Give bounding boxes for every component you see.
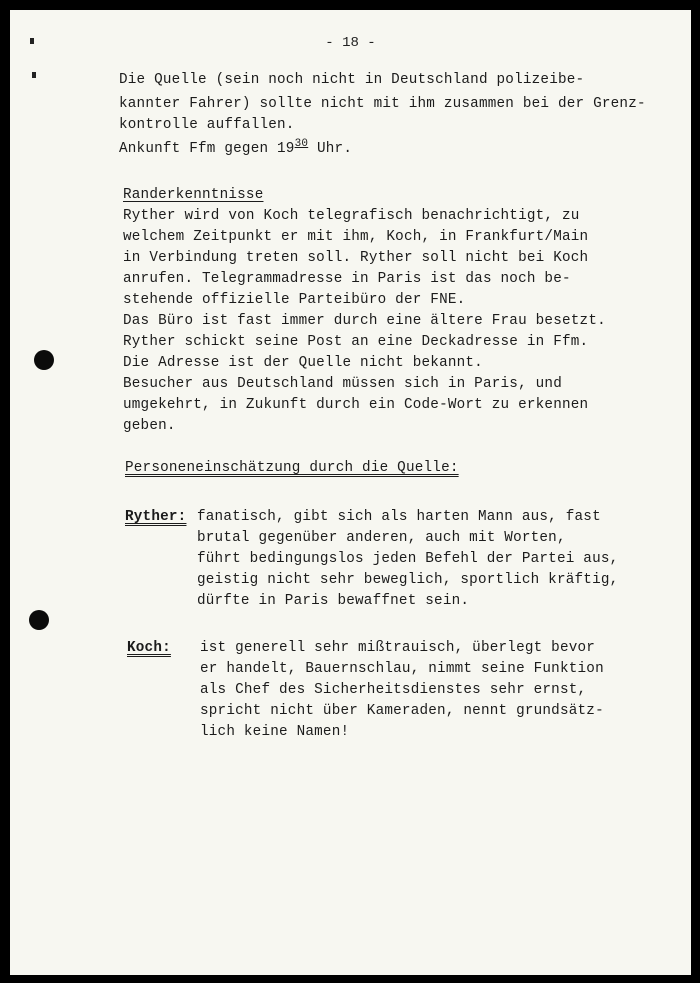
koch-line: er handelt, Bauernschlau, nimmt seine Funktion	[200, 661, 604, 677]
punch-hole-upper	[34, 350, 54, 370]
intro-line-1: Die Quelle (sein noch nicht in Deutschland polizeibe-	[119, 72, 585, 88]
body-line: anrufen. Telegrammadresse in Paris ist das noch be-	[123, 271, 571, 287]
section-heading-assessment: Personeneinschätzung durch die Quelle:	[125, 460, 459, 476]
body-line: in Verbindung treten soll. Ryther soll nicht bei Koch	[123, 250, 589, 266]
body-line: umgekehrt, in Zukunft durch ein Code-Wort zu erkennen	[123, 397, 589, 413]
arrival-suffix: Uhr.	[308, 141, 353, 157]
body-line: stehende offizielle Parteibüro der FNE.	[123, 292, 466, 308]
koch-line: spricht nicht über Kameraden, nennt grundsätz-	[200, 703, 604, 719]
document-page	[10, 10, 691, 975]
page-number: - 18 -	[325, 35, 376, 51]
scan-speck-2	[32, 72, 36, 78]
ryther-line: fanatisch, gibt sich als harten Mann aus, fast	[197, 509, 601, 525]
koch-line: lich keine Namen!	[200, 724, 350, 740]
koch-line: ist generell sehr mißtrauisch, überlegt bevor	[200, 640, 596, 656]
ryther-line: dürfte in Paris bewaffnet sein.	[197, 593, 470, 609]
intro-line-2: kannter Fahrer) sollte nicht mit ihm zusammen bei der Grenz-	[119, 96, 646, 112]
punch-hole-lower	[29, 610, 49, 630]
ryther-label: Ryther:	[125, 509, 187, 525]
body-line: geben.	[123, 418, 176, 434]
body-line: Besucher aus Deutschland müssen sich in Paris, und	[123, 376, 562, 392]
ryther-line: führt bedingungslos jeden Befehl der Partei aus,	[197, 551, 619, 567]
koch-label: Koch:	[127, 640, 171, 656]
body-line: Ryther schickt seine Post an eine Deckadresse in Ffm.	[123, 334, 589, 350]
body-line: Die Adresse ist der Quelle nicht bekannt.	[123, 355, 483, 371]
body-line: Das Büro ist fast immer durch eine ältere Frau besetzt.	[123, 313, 606, 329]
koch-line: als Chef des Sicherheitsdienstes sehr ernst,	[200, 682, 587, 698]
ryther-line: geistig nicht sehr beweglich, sportlich kräftig,	[197, 572, 619, 588]
body-line: Ryther wird von Koch telegrafisch benachrichtigt, zu	[123, 208, 580, 224]
section-heading-randerkenntnisse: Randerkenntnisse	[123, 187, 264, 203]
body-line: welchem Zeitpunkt er mit ihm, Koch, in Frankfurt/Main	[123, 229, 589, 245]
arrival-time-superscript: 30	[294, 138, 309, 150]
arrival-prefix: Ankunft Ffm gegen 19	[119, 141, 295, 157]
arrival-line	[119, 134, 352, 159]
ryther-line: brutal gegenüber anderen, auch mit Worten,	[197, 530, 566, 546]
intro-line-3: kontrolle auffallen.	[119, 117, 295, 133]
